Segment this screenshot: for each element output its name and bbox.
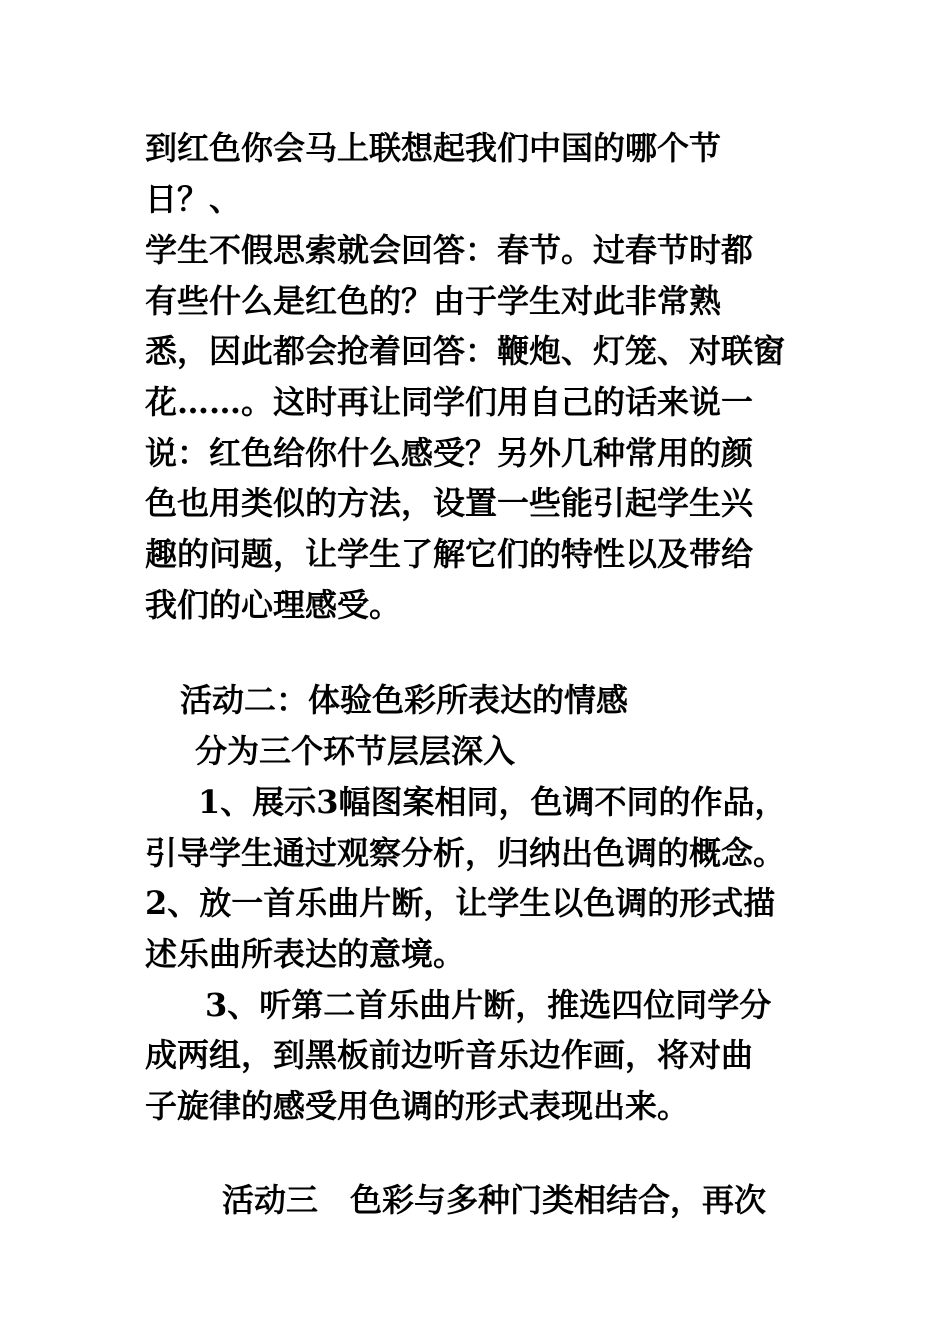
paragraph-line: 趣的问题，让学生了解它们的特性以及带给 <box>145 535 754 573</box>
paragraph-line: 花……。这时再让同学们用自己的话来说一 <box>145 383 754 421</box>
paragraph-line: 3、听第二首乐曲片断，推选四位同学分 <box>205 986 772 1024</box>
paragraph-line: 到红色你会马上联想起我们中国的哪个节 <box>145 129 722 167</box>
paragraph-line: 成两组，到黑板前边听音乐边作画，将对曲 <box>145 1036 754 1074</box>
paragraph-line: 我们的心理感受。 <box>145 586 402 624</box>
section-heading: 活动二：体验色彩所表达的情感 <box>180 681 629 719</box>
paragraph-line: 2、放一首乐曲片断，让学生以色调的形式描 <box>145 884 776 922</box>
paragraph-line: 日？、 <box>145 180 242 218</box>
paragraph-line: 悉，因此都会抢着回答：鞭炮、灯笼、对联窗 <box>145 332 786 370</box>
paragraph-line: 说：红色给你什么感受？另外几种常用的颜 <box>145 434 754 472</box>
paragraph-line: 分为三个环节层层深入 <box>195 732 516 770</box>
paragraph-line: 有些什么是红色的？由于学生对此非常熟 <box>145 282 722 320</box>
paragraph-line: 1、展示3幅图案相同，色调不同的作品， <box>198 783 787 821</box>
paragraph-line: 子旋律的感受用色调的形式表现出来。 <box>145 1087 690 1125</box>
paragraph-line: 学生不假思索就会回答：春节。过春节时都 <box>145 231 754 269</box>
paragraph-line: 引导学生通过观察分析，归纳出色调的概念。 <box>145 834 786 872</box>
paragraph-line: 色也用类似的方法，设置一些能引起学生兴 <box>145 484 754 522</box>
paragraph-line: 述乐曲所表达的意境。 <box>145 935 466 973</box>
section-heading: 活动三 色彩与多种门类相结合，再次 <box>222 1181 767 1219</box>
